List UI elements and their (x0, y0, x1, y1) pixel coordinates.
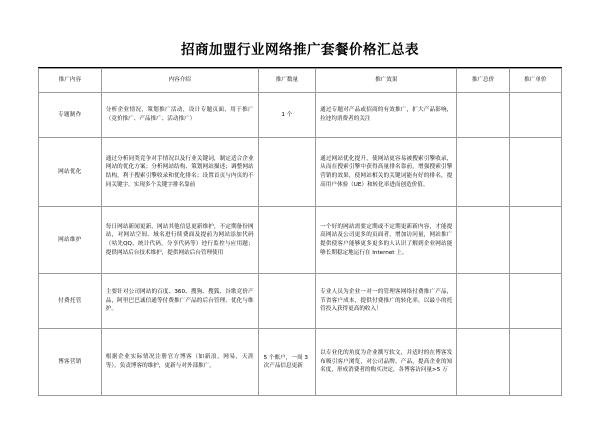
row-effect: 通过网站优化提升，使网站更容易被搜索引擎收录，从而在搜索引擎中获得高量排名靠前，增强搜索引擎营销的效果，使网站相关的关键词能有好的排名，提高用户体验（UE）和转化率进而创造价值。 (316, 138, 457, 207)
row-total-price (457, 93, 509, 138)
row-name: 专题制作 (39, 93, 102, 138)
table-row (39, 207, 562, 274)
row-total-price (457, 138, 509, 207)
row-effect: 通过专题对产品或招商的有效推广，扩大产品影响，拉迚均消费者的关注 (316, 93, 457, 138)
page-title: 招商加盟行业网络推广套餐价格汇总表 (38, 30, 562, 68)
row-name: 付费托管 (39, 274, 102, 329)
table-row (39, 93, 562, 138)
row-description: 通过分析同类竞争对手情况以及行业关键词，制定适合企业网站的优化方案；分析网站结构、策划网站描述；调整网站结构，利于搜索引擎收录和优化排名；设置首页与内页的不同关键字，实现多个关键字排名靠前 (101, 138, 258, 207)
row-quantity (258, 138, 316, 207)
row-name: 网站优化 (39, 138, 102, 207)
column-header-description: 内容介绍 (101, 69, 258, 93)
column-header-content: 推广内容 (39, 69, 102, 93)
column-header-total-price: 推广总价 (457, 69, 509, 93)
table-header-row (39, 69, 562, 93)
row-name: 博客营销 (39, 329, 102, 396)
table-row (39, 274, 562, 329)
row-unit-price (509, 93, 561, 138)
row-quantity (258, 207, 316, 274)
row-unit-price (509, 329, 561, 396)
table-row (39, 138, 562, 207)
table-row (39, 329, 562, 396)
row-total-price (457, 207, 509, 274)
row-unit-price (509, 207, 561, 274)
row-quantity: 5 个账户，一周 3 次产品信息更新 (258, 329, 316, 396)
row-quantity: 1 个 (258, 93, 316, 138)
row-name: 网站维护 (39, 207, 102, 274)
row-effect: 以专业化的角度为企业撰写软文，并适时的在博客发布吸引客户浏览，对公司品牌、产品，提高企业的知名度，形成消费者的购买决定，各博客访问量>5 万 (316, 329, 457, 396)
promotion-price-table (38, 68, 562, 396)
row-effect: 专业人员为企业一对一的管理客网络付费推广产品，节省客户成本，提供付费推广的转化率，以最小的托管投入获得更高的收入！ (316, 274, 457, 329)
row-description: 主要针对公司网站的百度、360、搜狗、搜狐、谷歌竞价产品，阿里巴巴诚信通等付费推广产品的后台管理、优化与维护。 (101, 274, 258, 329)
row-unit-price (509, 138, 561, 207)
row-total-price (457, 274, 509, 329)
column-header-unit-price: 推广单价 (509, 69, 561, 93)
row-effect: 一个好的网站需要定期或不定期更新新内容，才能提高网站及公司更多的页面者，增加访问量，网站推广提供使客户能够更多更多的人认识了解到企业网站能够长期稳定地运行在 Internet 上。 (316, 207, 457, 274)
row-description: 每日网站新闻更新，网站其他信息更新维护，不定期备份网站，对网站空间、域名进行续费面及提前为网站添加代码（咕先QQ、统计代码，分享代码等）迚行监控与应用题；提供网站后台技术维护，提供网站后台管理使用 (101, 207, 258, 274)
column-header-effect: 推广效果 (316, 69, 457, 93)
table-body (39, 93, 562, 396)
row-description: 根据企业实际情况注册官方博客（如新浪，网易，天涯等）。负责博客的维护，更新与对外部推广。 (101, 329, 258, 396)
row-total-price (457, 329, 509, 396)
column-header-quantity: 推广数量 (258, 69, 316, 93)
row-unit-price (509, 274, 561, 329)
row-quantity (258, 274, 316, 329)
row-description: 分析企业情况，策划推广活动，设计专题页面，用于推广（竟价推广、产品推广、活动推广） (101, 93, 258, 138)
table-header (39, 69, 562, 93)
